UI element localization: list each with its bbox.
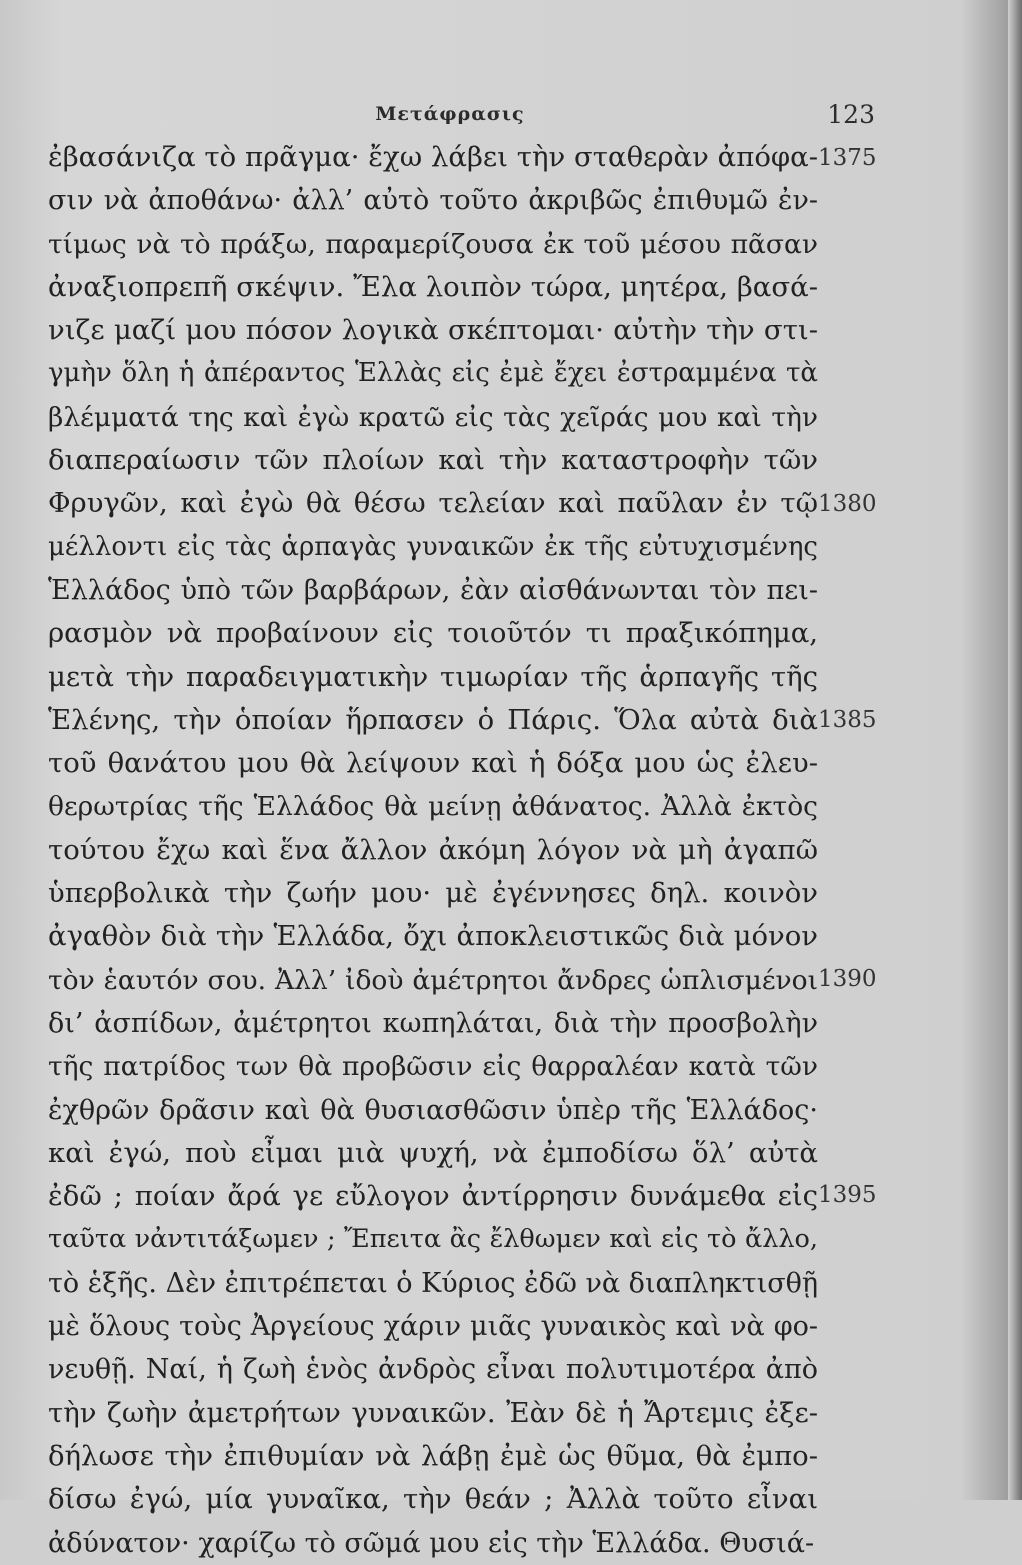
text-line: ταῦτα νἀντιτάξωμεν ; Ἔπειτα ἂς ἔλθωμεν καὶ εἰς τὸ ἄλλο, [48,1224,818,1255]
line-number: 1385 [818,707,877,733]
text-line: ἀγαθὸν διὰ τὴν Ἑλλάδα, ὄχι ἀποκλειστικῶς διὰ μόνον [48,920,818,953]
text-line: Ἑλένης, τὴν ὁποίαν ἥρπασεν ὁ Πάρις. Ὅλα αὐτὰ διὰ [48,703,818,736]
text-line: βλέμματά της καὶ ἐγὼ κρατῶ εἰς τὰς χεῖράς μου καὶ τὴν [48,401,818,433]
text-line: Φρυγῶν, καὶ ἐγὼ θὰ θέσω τελείαν καὶ παῦλαν ἐν τῷ [48,487,818,520]
text-line: τούτου ἔχω καὶ ἕνα ἄλλον ἀκόμη λόγον νὰ μὴ ἀγαπῶ [48,833,818,866]
text-line: τίμως νὰ τὸ πράξω, παραμερίζουσα ἐκ τοῦ μέσου πᾶσαν [48,228,818,260]
text-line: νιζε μαζί μου πόσον λογικὰ σκέπτομαι· αὐτὴν τὴν στι- [48,314,818,347]
line-number: 1390 [818,966,877,992]
text-line: δίσω ἐγώ, μία γυναῖκα, τὴν θεάν ; Ἀλλὰ τοῦτο εἶναι [48,1483,818,1516]
text-line: μὲ ὅλους τοὺς Ἀργείους χάριν μιᾶς γυναικὸς καὶ νὰ φο- [48,1311,818,1343]
text-line: μέλλοντι εἰς τὰς ἁρπαγὰς γυναικῶν ἐκ τῆς εὐτυχισμένης [48,531,818,562]
text-line: ἐχθρῶν δρᾶσιν καὶ θὰ θυσιασθῶσιν ὑπὲρ τῆς Ἑλλάδος· [48,1094,818,1126]
text-line: τὴν ζωὴν ἀμετρήτων γυναικῶν. Ἐὰν δὲ ἡ Ἄρτεμις ἐξε- [48,1396,818,1429]
text-line: ἀναξιοπρεπῆ σκέψιν. Ἔλα λοιπὸν τώρα, μητέρα, βασά- [48,270,818,303]
text-line: ὑπερβολικὰ τὴν ζωήν μου· μὲ ἐγέννησες δηλ. κοινὸν [48,877,818,910]
text-line: τὸ ἑξῆς. Δὲν ἐπιτρέπεται ὁ Κύριος ἐδῶ νὰ διαπληκτισθῇ [48,1267,819,1299]
text-line: ρασμὸν νὰ προβαίνουν εἰς τοιοῦτόν τι πραξικόπημα, [48,617,818,650]
show-through-mark [820,735,876,755]
running-head: Μετάφρασις [375,103,525,125]
line-number: 1375 [818,145,877,171]
show-through-mark [820,262,876,282]
text-line: δήλωσε τὴν ἐπιθυμίαν νὰ λάβῃ ἐμὲ ὡς θῦμα, θὰ ἐμπο- [48,1439,818,1472]
line-number: 1380 [818,491,877,517]
text-line: δι’ ἀσπίδων, ἀμέτρητοι κωπηλάται, διὰ τὴν προσβολὴν [48,1007,818,1039]
text-line: ἀδύνατον· χαρίζω τὸ σῶμά μου εἰς τὴν Ἑλλάδα. Θυσιά- [48,1527,815,1559]
text-line: τοῦ θανάτου μου θὰ λείψουν καὶ ἡ δόξα μου ὡς ἐλευ- [48,747,818,780]
body-text [48,136,818,1565]
text-line: καὶ ἐγώ, ποὺ εἶμαι μιὰ ψυχή, νὰ ἐμποδίσω ὅλ’ αὐτὰ [48,1136,818,1169]
text-line: τὸν ἑαυτόν σου. Ἀλλ’ ἰδοὺ ἀμέτρητοι ἄνδρες ὡπλισμένοι [48,964,818,996]
text-line: ἐβασάνιζα τὸ πρᾶγμα· ἔχω λάβει τὴν σταθερὰν ἀπόφα- [48,141,818,173]
show-through-mark [820,1220,876,1240]
show-through-mark [820,305,876,325]
text-line: νευθῇ. Ναί, ἡ ζωὴ ἑνὸς ἀνδρὸς εἶναι πολυτιμοτέρα ἀπὸ [48,1354,818,1386]
text-line: γμὴν ὅλη ἡ ἀπέραντος Ἑλλὰς εἰς ἐμὲ ἔχει ἐστραμμένα τὰ [48,358,818,389]
line-number: 1395 [818,1182,877,1208]
text-line: μετὰ τὴν παραδειγματικὴν τιμωρίαν τῆς ἁρπαγῆς τῆς [48,660,818,693]
text-line: τῆς πατρίδος των θὰ προβῶσιν εἰς θαρραλέαν κατὰ τῶν [48,1051,818,1083]
show-through-mark [820,822,876,842]
text-line: σιν νὰ ἀποθάνω· ἀλλ’ αὐτὸ τοῦτο ἀκριβῶς ἐπιθυμῶ ἐν- [48,185,818,217]
text-line: Ἑλλάδος ὑπὸ τῶν βαρβάρων, ἐὰν αἰσθάνωνται τὸν πει- [48,574,818,606]
text-line: θερωτρίας τῆς Ἑλλάδος θὰ μείνῃ ἀθάνατος. Ἀλλὰ ἐκτὸς [48,791,818,823]
page-edge-shadow [1008,0,1022,1500]
text-line: ἐδῶ ; ποίαν ἄρά γε εὔλογον ἀντίρρησιν δυνάμεθα εἰς [48,1180,818,1213]
page-number: 123 [827,100,875,129]
text-line: διαπεραίωσιν τῶν πλοίων καὶ τὴν καταστροφὴν τῶν [48,444,818,477]
